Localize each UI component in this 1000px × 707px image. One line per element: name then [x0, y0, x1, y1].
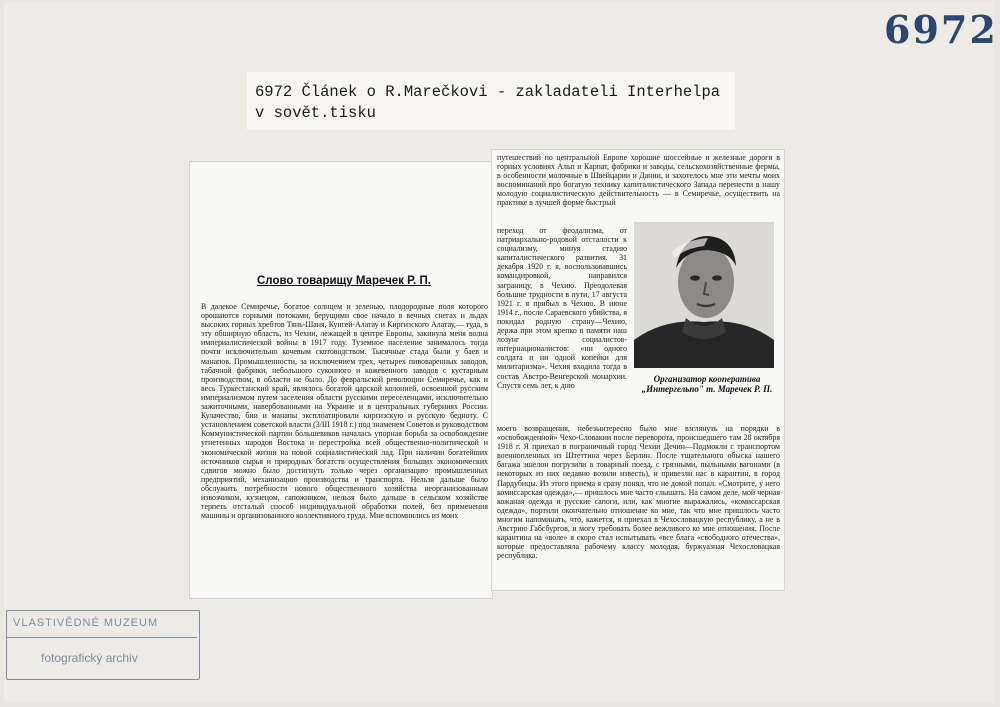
article-right-column-bottom: моего возвращения, небезынтересно было мне взглянуть на порядки в «освобожденной» Чехо-Словакии после переворота, происшедшего там 28 октября 1918 г. Я приехал в пограничный город Чехии Дечин—Подмокли с транспортом военнопленных из Штеттина через Берлин. После тщательного обыска нашего багажа эшелон погрузили в товарный поезд, с грязными, пыльными вагонами (в некоторых из них недавно возили известь), и привезли нас в карантин, в город Пардубицы. Из этого приема я сразу понял, что не домой попал. «Смотрите, у него комиссарская одежда»,— пришлось мне часто слышать. На самом деле, мой черная кожаная одежда и русские сапоги, или, как многие выражались, «комиссарская одежда», портили окончательно отношение ко мне, так что мне пришлось часто многим напоминать, что, кажется, я приехал в Чехословацкую республику, а не в Австрию Габсбургов, и могу требовать более вежливого ко мне отношения. После карантина на «воле» я скоро стал испытывать «все блага «свободного отечества», которые предоставляла рабочему классу молодая, буржуазная Чехословацкая республика. [497, 424, 780, 561]
stamp-archive-label: fotografický archiv [41, 651, 138, 665]
stamp-divider [7, 637, 197, 638]
photo-caption: Организатор кооператива „Интергельпо" т. Маречек Р. П. [641, 374, 773, 394]
archive-stamp [6, 610, 200, 680]
portrait-image [634, 222, 774, 368]
archive-number: 6972 [884, 7, 998, 52]
article-left-column: В далекое Семиречье, богатое солнцем и зеленью, плодородные поля которого орошаются горными потоками, берущими свое начало в вечных снегах и льдах высоких горных хребтов Тянь-Шаня, Кунгей-Алатау и Киргизского Алатау,— туда, в эту обширную область, из Чехии, лежащей в центре Европы, закинула меня волна империалистической войны в 1917 году. Туземное население занималось тогда почти исключительно кочевым скотоводством. Тысячные стада были у баев и манапов. Промышленности, за исключением трех, четырех пивоваренных заводов, табачной фабрики, небольшого суконного и кожевенного заводов с кустарным производством, в области не было. До февральской революции Семиречье, как и весь Туркестанский край, являлось богатой царской колонией, освоенной русским империализмом путем заселения области русскими переселенцами, исключительно зажиточными, навербованными на Украине и в центральных губерниях России. Кулачество, бии и манапы эксплоатировали киргизскую и русскую бедноту. С установлением советской власти (3/III 1918 г.) под знаменем Советов и руководством Коммунистической партии большевиков началась упорная борьба за освобождение угнетенных народов Востока и перестройка всей общественно-политической и экономической жизни на новой социалистический лад. При наличии богатейших источников сырья и природных богатств осуществления больших экономических сдвигов можно было достигнуть только через организацию промышленных предприятий, механизацию производства и транспорта. Нельзя дальше было обслужить потребности нового общественного хозяйства неорганизованным извозчиком, кузнецом, сапожником, нельзя было дальше в сельском хозяйстве терпеть отсталый способ индивидуальной обработки полей, без применения машины и организованного коллективного труда. Мне вспомнились из моих [201, 302, 488, 521]
article-headline: Слово товарищу Маречек Р. П. [257, 275, 431, 287]
article-right-column-narrow: переход от феодализма, от патриархально-родовой отсталости к социализму, минуя стадию капиталистического развития. 31 декабря 1920 г. я, воспользовавшись командировкой, направился заграницу, в Чехию. Преодолевая большие трудности в пути, 17 августа 1921 г. я прибыл в Чехию. В июне 1914 г., после Сараевского убийства, я покидал родную страну—Чехию, держа при этом крепко в памяти наш лозунг социалистов-интернационалистов: «ни одного солдата и ни одной копейки для милитаризма». Чехия входила тогда в состав Австро-Венгерской монархии. Спустя семь лет, к дню [497, 226, 627, 390]
portrait-photo [634, 222, 774, 368]
article-right-column-top: путешествий по центральной Европе хорошие шоссейные и железные дороги в горных условиях Альп и Карпат, фабрики и заводы, сельскохозяйственные фермы, в особенности молочные в Швейцарии и Дании, и захотелось мне эти мечты моих воспоминаний про богатую технику капиталистического Запада перенести в нашу молодую социалистическую действительность — в Семиречье, осуществить на практике в лучшей форме быстрый [497, 153, 780, 208]
stamp-institution: VLASTIVĚDNÉ MUZEUM [13, 617, 159, 629]
caption-label: 6972 Článek o R.Marečkovi - zakladateli Interhelpa v sovět.tisku [247, 72, 735, 130]
